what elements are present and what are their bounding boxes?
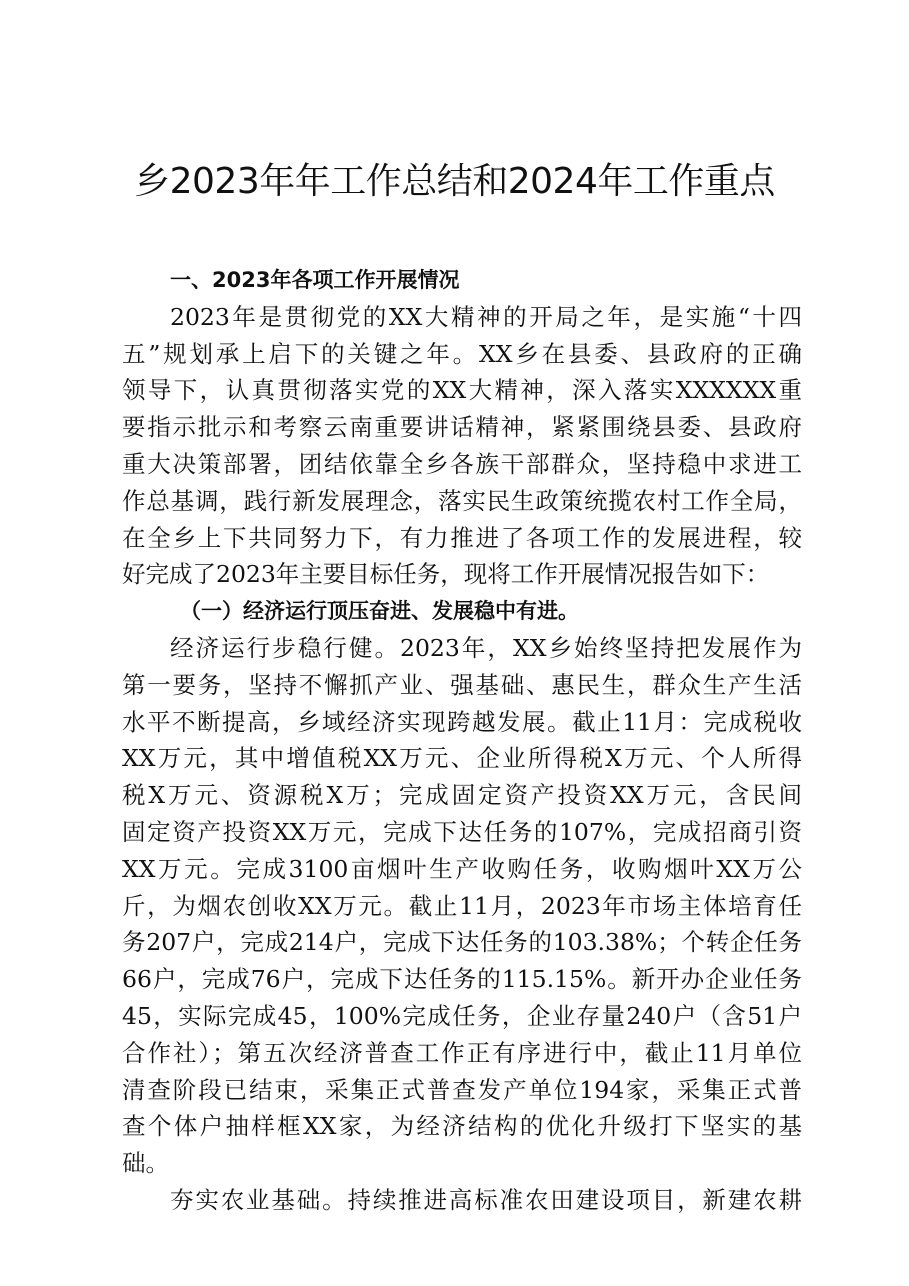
paragraph-line: 66户，完成76户，完成下达任务的115.15%。新开办企业任务: [122, 965, 802, 994]
paragraph-line: 清查阶段已结束，采集正式普查发产单位194家，采集正式普: [122, 1075, 802, 1104]
document-title: 乡2023年年工作总结和2024年工作重点: [134, 161, 775, 202]
paragraph-line: 第一要务，坚持不懈抓产业、强基础、惠民生，群众生产生活: [122, 670, 802, 699]
paragraph-line: 夯实农业基础。持续推进高标准农田建设项目，新建农耕: [170, 1185, 802, 1214]
paragraph-line: 查个体户抽样框XX家，为经济结构的优化升级打下坚实的基: [122, 1112, 802, 1141]
paragraph-line: 斤，为烟农创收XX万元。截止11月，2023年市场主体培育任: [122, 891, 802, 920]
paragraph-line: 作总基调，践行新发展理念，落实民生政策统揽农村工作全局，: [122, 486, 802, 515]
paragraph-line: 务207户，完成214户，完成下达任务的103.38%；个转企任务: [122, 928, 802, 957]
paragraph-line: 在全乡上下共同努力下，有力推进了各项工作的发展进程，较: [122, 523, 802, 552]
paragraph-line: 固定资产投资XX万元，完成下达任务的107%，完成招商引资: [122, 817, 802, 846]
paragraph-line: XX万元。完成3100亩烟叶生产收购任务，收购烟叶XX万公: [122, 854, 802, 883]
paragraph-line: 领导下，认真贯彻落实党的XX大精神，深入落实XXXXXX重: [122, 376, 802, 405]
paragraph-line: 要指示批示和考察云南重要讲话精神，紧紧围绕县委、县政府: [122, 413, 802, 442]
document-body: [122, 262, 802, 1219]
section-heading: 一、2023年各项工作开展情况: [170, 268, 460, 292]
paragraph-agriculture: [122, 1182, 802, 1219]
paragraph-line: 好完成了2023年主要目标任务，现将工作开展情况报告如下：: [122, 560, 770, 589]
paragraph-line: 45，实际完成45，100%完成任务，企业存量240户（含51户: [122, 1001, 802, 1030]
paragraph-line: 合作社）；第五次经济普查工作正有序进行中，截止11月单位: [122, 1038, 802, 1067]
paragraph-line: 税X万元、资源税X万；完成固定资产投资XX万元，含民间: [122, 781, 802, 810]
paragraph-line: 五”规划承上启下的关键之年。XX乡在县委、县政府的正确: [122, 339, 802, 368]
paragraph-line: 水平不断提高，乡域经济实现跨越发展。截止11月：完成税收: [122, 707, 802, 736]
paragraph-line: 重大决策部署，团结依靠全乡各族干部群众，坚持稳中求进工: [122, 449, 802, 478]
paragraph-line: 经济运行步稳行健。2023年，XX乡始终坚持把发展作为: [170, 633, 802, 662]
subsection-heading: （一）经济运行顶压奋进、发展稳中有进。: [180, 599, 579, 624]
paragraph-economy: [122, 630, 802, 1182]
paragraph-intro: [122, 299, 802, 593]
paragraph-line: 2023年是贯彻党的XX大精神的开局之年，是实施“十四: [170, 302, 802, 331]
paragraph-line: XX万元，其中增值税XX万元、企业所得税X万元、个人所得: [122, 744, 802, 773]
paragraph-line: 础。: [122, 1149, 169, 1178]
